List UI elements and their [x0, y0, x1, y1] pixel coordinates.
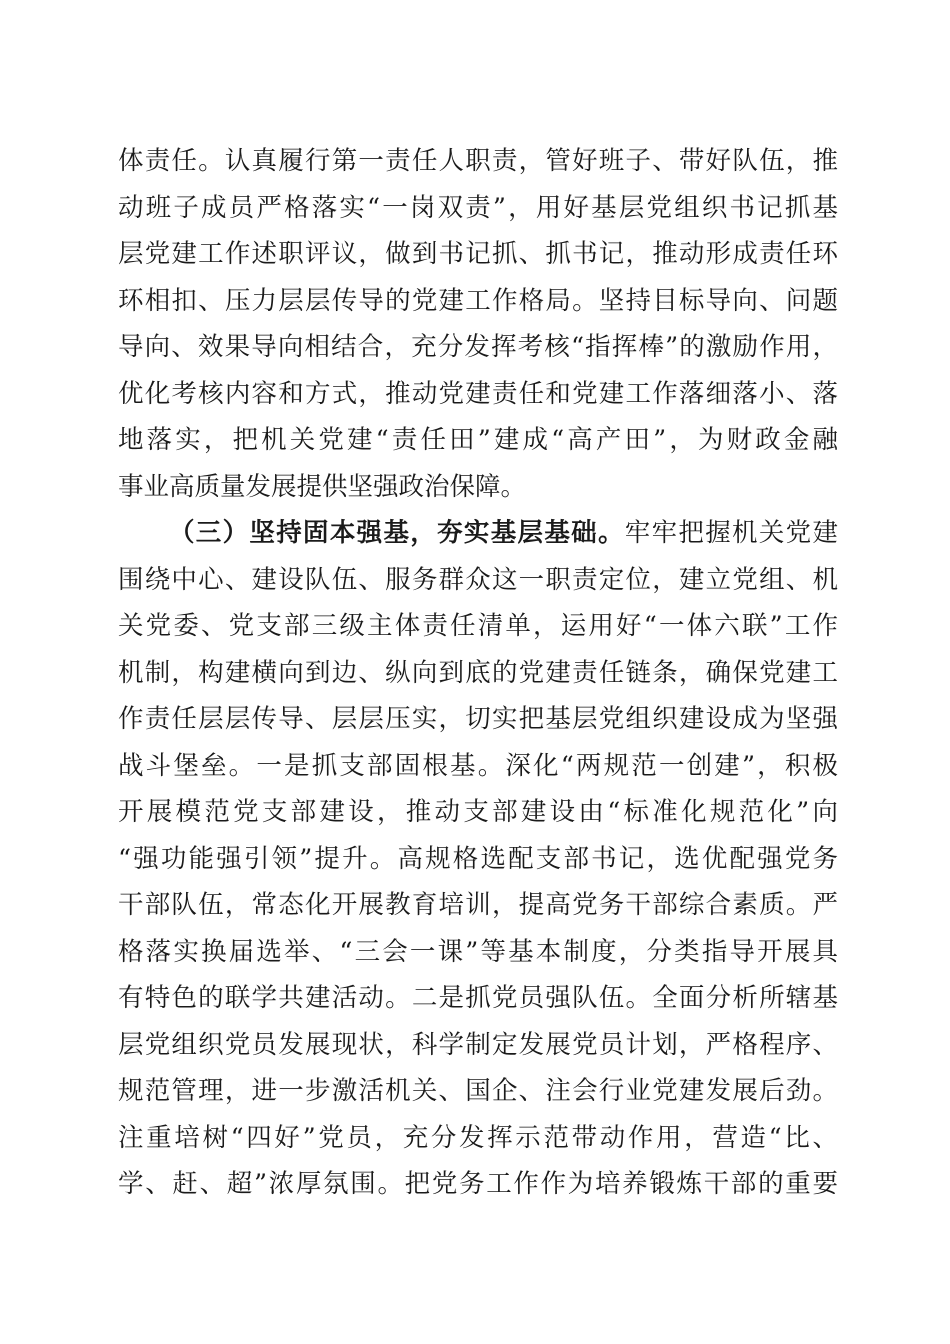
- paragraph-line: 关党委、党支部三级主体责任清单，运用好“一体六联”工作: [118, 611, 838, 641]
- paragraph-line: 规范管理，进一步激活机关、国企、注会行业党建发展后劲。: [118, 1076, 838, 1106]
- section-heading-line: [118, 513, 838, 553]
- section-heading-rest: 牢牢把握机关党建: [624, 518, 838, 548]
- paragraph-line: 围绕中心、建设队伍、服务群众这一职责定位，建立党组、机: [118, 565, 838, 595]
- paragraph-line: 机制，构建横向到边、纵向到底的党建责任链条，确保党建工: [118, 658, 838, 688]
- paragraph-line: 格落实换届选举、“三会一课”等基本制度，分类指导开展具: [118, 937, 838, 967]
- paragraph-line: 战斗堡垒。一是抓支部固根基。深化“两规范一创建”，积极: [118, 751, 838, 781]
- paragraph-line: 导向、效果导向相结合，充分发挥考核“指挥棒”的激励作用，: [118, 332, 838, 362]
- paragraph-line: 事业高质量发展提供坚强政治保障。: [118, 472, 527, 502]
- paragraph-line: 注重培树“四好”党员，充分发挥示范带动作用，营造“比、: [118, 1123, 838, 1153]
- paragraph-line: 层党组织党员发展现状，科学制定发展党员计划，严格程序、: [118, 1030, 838, 1060]
- paragraph-line: 环相扣、压力层层传导的党建工作格局。坚持目标导向、问题: [118, 286, 838, 316]
- paragraph-line: 学、赶、超”浓厚氛围。把党务工作作为培养锻炼干部的重要: [118, 1169, 838, 1199]
- paragraph-line: 体责任。认真履行第一责任人职责，管好班子、带好队伍，推: [118, 146, 838, 176]
- paragraph-line: “强功能强引领”提升。高规格选配支部书记，选优配强党务: [118, 844, 838, 874]
- paragraph-line: 层党建工作述职评议，做到书记抓、抓书记，推动形成责任环: [118, 239, 838, 269]
- paragraph-line: 优化考核内容和方式，推动党建责任和党建工作落细落小、落: [118, 379, 838, 409]
- paragraph-line: 开展模范党支部建设，推动支部建设由“标准化规范化”向: [118, 797, 838, 827]
- paragraph-line: 动班子成员严格落实“一岗双责”，用好基层党组织书记抓基: [118, 193, 838, 223]
- paragraph-line: 地落实，把机关党建“责任田”建成“高产田”，为财政金融: [118, 425, 838, 455]
- section-heading: （三）坚持固本强基，夯实基层基础。: [169, 518, 625, 548]
- paragraph-line: 作责任层层传导、层层压实，切实把基层党组织建设成为坚强: [118, 704, 838, 734]
- paragraph-line: 干部队伍，常态化开展教育培训，提高党务干部综合素质。严: [118, 890, 838, 920]
- paragraph-line: 有特色的联学共建活动。二是抓党员强队伍。全面分析所辖基: [118, 983, 838, 1013]
